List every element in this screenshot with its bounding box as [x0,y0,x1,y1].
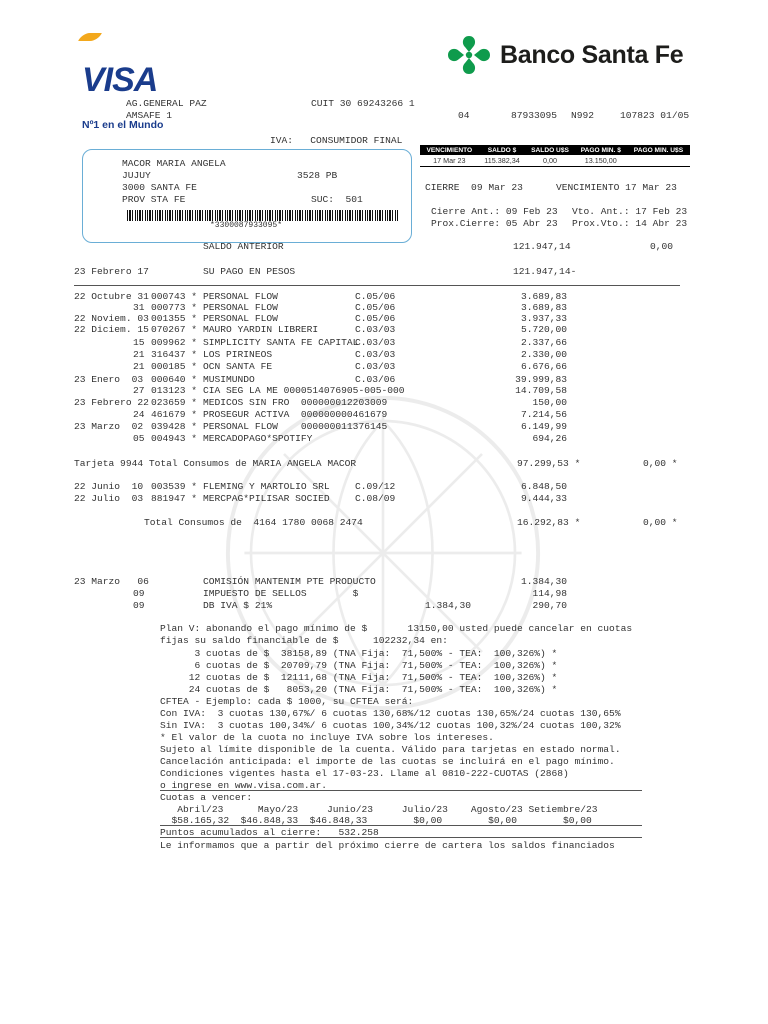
tx-desc: PERSONAL FLOW [203,302,278,313]
code3: N992 [571,110,595,121]
vencimiento: VENCIMIENTO 17 Mar 23 [556,182,677,193]
tx-date: 21 [133,361,145,372]
prox-cierre: Prox.Cierre: 05 Abr 23 [431,218,558,229]
plan-line: Con IVA: 3 cuotas 130,67%/ 6 cuotas 130,68%/12 cuotas 130,65%/24 cuotas 130,65% [160,708,621,719]
tx-ref: 000743 * [151,291,198,302]
charge-base: 1.384,30 [425,600,472,611]
bank-name: Banco Santa Fe [500,40,684,69]
pago-date: 23 Febrero 17 [74,266,149,277]
summary-header-row [420,145,690,155]
tx-desc: MUSIMUNDO [203,374,255,385]
plan-line: Plan V: abonando el pago mínimo de $ 13150,00 usted puede cancelar en cuotas [160,623,633,634]
tx-ref: 004943 * [151,433,198,444]
cuotas-months: Abril/23 Mayo/23 Junio/23 Julio/23 Agosto/23 Setiembre/23 [160,804,598,815]
tx-date: 22 Octubre 31 [74,291,149,302]
tx-cuota: C.05/06 [355,302,396,313]
tx-ref: 013123 * [151,385,198,396]
divider [74,285,680,286]
summary-cell: 17 Mar 23 [420,155,479,167]
province: PROV STA FE [122,194,186,205]
plan-line: Sin IVA: 3 cuotas 100,34%/ 6 cuotas 100,34%/12 cuotas 100,32%/24 cuotas 100,32% [160,720,621,731]
tx-ref: 461679 * [151,409,198,420]
plan-line: 6 cuotas de $ 20709,79 (TNA Fija: 71,500% - TEA: 100,326%) * [160,660,558,671]
tx-desc: PROSEGUR ACTIVA 000000000461679 [203,409,388,420]
saldo-label: SALDO ANTERIOR [203,241,284,252]
plan-line: Sujeto al límite disponible de la cuenta. Válido para tarjetas en estado normal. [160,744,621,755]
summary-cell: 115.382,34 [479,155,526,167]
total2-usd: 0,00 * [643,517,678,528]
puntos: Puntos acumulados al cierre: 532.258 [160,827,379,838]
tx-cuota: C.03/03 [355,337,396,348]
saldo-usd: 0,00 [650,241,674,252]
tx-ref: 003539 * [151,481,198,492]
plan-line: Condiciones vigentes hasta el 17-03-23. Llame al 0810-222-CUOTAS (2868) [160,768,569,779]
summary-cell [627,155,690,167]
branch: AG.GENERAL PAZ [126,98,207,109]
tx-desc: LOS PIRINEOS [203,349,273,360]
charge-amount: 290,70 [532,600,567,611]
summary-header: PAGO MIN. U$S [627,145,690,155]
charge-amount: 1.384,30 [520,576,567,587]
divider [160,837,642,838]
charge-amount: 114,98 [532,588,567,599]
tx-date: 05 [133,433,145,444]
suc: SUC: 501 [311,194,363,205]
plan-line: * El valor de la cuota no incluye IVA sobre los intereses. [160,732,494,743]
tx-ref: 023659 * [151,397,198,408]
summary-table [420,145,690,167]
code4: 107823 01/05 [620,110,690,121]
tx-desc: SIMPLICITY SANTA FE CAPITAL [203,337,359,348]
tx-ref: 316437 * [151,349,198,360]
charge-desc: IMPUESTO DE SELLOS $ [203,588,359,599]
tx-amount: 3.689,83 [520,302,567,313]
tx-amount: 6.149,99 [520,421,567,432]
total1-label: Tarjeta 9944 Total Consumos de MARIA ANGELA MACOR [74,458,357,469]
tx-cuota: C.08/09 [355,493,396,504]
tx-amount: 3.689,83 [520,291,567,302]
divider [160,790,642,791]
tx-desc: PERSONAL FLOW [203,291,278,302]
tx-amount: 39.999,83 [515,374,567,385]
plan-line: o ingrese en www.visa.com.ar. [160,780,327,791]
tx-amount: 14.709,58 [515,385,567,396]
city: 3000 SANTA FE [122,182,197,193]
tx-desc: OCN SANTA FE [203,361,273,372]
tx-date: 22 Junio 10 [74,481,144,492]
tx-desc: PERSONAL FLOW [203,313,278,324]
visa-tagline: Nº1 en el Mundo [82,119,164,131]
summary-header: SALDO $ [479,145,526,155]
plan-line: Cancelación anticipada: el importe de las cuotas se incluirá en el pago mínimo. [160,756,615,767]
tx-cuota: C.05/06 [355,291,396,302]
tx-desc: MEDICOS SIN FRO 000000012203009 [203,397,388,408]
total1-pesos: 97.299,53 * [517,458,581,469]
tx-amount: 9.444,33 [520,493,567,504]
tx-amount: 6.848,50 [520,481,567,492]
tx-cuota: C.05/06 [355,313,396,324]
street: JUJUY [122,170,151,181]
tx-desc: FLEMING Y MARTOLIO SRL [203,481,330,492]
charge-date: 23 Marzo 06 [74,576,149,587]
iva-status: IVA: CONSUMIDOR FINAL [270,135,403,146]
pago-label: SU PAGO EN PESOS [203,266,296,277]
summary-cell: 13.150,00 [575,155,627,167]
code2: 87933095 [511,110,558,121]
pago-amount: 121.947,14- [513,266,577,277]
summary-cell: 0,00 [525,155,574,167]
tx-cuota: C.03/03 [355,361,396,372]
summary-header: VENCIMIENTO [420,145,479,155]
barcode-text: *3300087933095* [210,221,283,230]
tx-cuota: C.03/03 [355,349,396,360]
total1-usd: 0,00 * [643,458,678,469]
tx-amount: 6.676,66 [520,361,567,372]
tx-date: 23 Marzo 02 [74,421,144,432]
bank-logo [446,34,683,76]
cuit: CUIT 30 69243266 1 [311,98,415,109]
tx-amount: 5.720,00 [520,324,567,335]
tx-desc: MERCPAG*PILISAR SOCIED [203,493,330,504]
cuotas-label: Cuotas a vencer: [160,792,253,803]
tx-cuota: C.03/03 [355,324,396,335]
prox-vto: Prox.Vto.: 14 Abr 23 [572,218,688,229]
tx-date: 22 Diciem. 15 [74,324,149,335]
summary-header: SALDO U$S [525,145,574,155]
cierre-ant: Cierre Ant.: 09 Feb 23 [431,206,558,217]
tx-ref: 001355 * [151,313,198,324]
tx-date: 23 Febrero 22 [74,397,149,408]
cierre: CIERRE 09 Mar 23 [425,182,523,193]
tx-ref: 009962 * [151,337,198,348]
plan-line: 12 cuotas de $ 12111,68 (TNA Fija: 71,500% - TEA: 100,326%) * [160,672,558,683]
divider [160,825,642,826]
tx-ref: 000640 * [151,374,198,385]
tx-date: 21 [133,349,145,360]
total2-pesos: 16.292,83 * [517,517,581,528]
tx-cuota: C.09/12 [355,481,396,492]
visa-logo [82,30,163,142]
tx-amount: 3.937,33 [520,313,567,324]
tx-date: 23 Enero 03 [74,374,144,385]
clover-icon [446,34,492,76]
tx-desc: MERCADOPAGO*SPOTIFY [203,433,313,444]
tx-date: 24 [133,409,145,420]
tx-date: 27 [133,385,145,396]
tx-ref: 039428 * [151,421,198,432]
tx-date: 15 [133,337,145,348]
barcode [127,210,399,221]
charge-desc: COMISIÓN MANTENIM PTE PRODUCTO [203,576,376,587]
charge-date: 09 [133,600,145,611]
cuotas-values: $58.165,32 $46.848,33 $46.848,33 $0,00 $0,00 $0,00 [160,815,592,826]
plan-line: fijas su saldo financiable de $ 102232,34 en: [160,635,448,646]
saldo-pesos: 121.947,14 [513,241,571,252]
tx-ref: 000185 * [151,361,198,372]
tx-desc: PERSONAL FLOW 000000011376145 [203,421,388,432]
plan-line: 3 cuotas de $ 38158,89 (TNA Fija: 71,500% - TEA: 100,326%) * [160,648,558,659]
charge-date: 09 [133,588,145,599]
visa-swoosh-icon [78,33,102,41]
group: AMSAFE 1 [126,110,173,121]
tx-cuota: C.03/06 [355,374,396,385]
tx-ref: 070267 * [151,324,198,335]
plan-line: CFTEA - Ejemplo: cada $ 1000, su CFTEA será: [160,696,414,707]
tx-date: 31 [133,302,145,313]
tx-date: 22 Noviem. 03 [74,313,149,324]
visa-brand: VISA [82,61,158,99]
tx-ref: 881947 * [151,493,198,504]
plan-line: 24 cuotas de $ 8053,20 (TNA Fija: 71,500% - TEA: 100,326%) * [160,684,558,695]
customer-name: MACOR MARIA ANGELA [122,158,226,169]
street-number: 3528 PB [297,170,338,181]
tx-date: 22 Julio 03 [74,493,144,504]
tx-desc: MAURO YARDIN LIBRERI [203,324,319,335]
tx-amount: 150,00 [532,397,567,408]
total2-label: Total Consumos de 4164 1780 0068 2474 [144,517,363,528]
code1: 04 [458,110,470,121]
footer-note: Le informamos que a partir del próximo cierre de cartera los saldos financiados [160,840,615,851]
tx-ref: 000773 * [151,302,198,313]
summary-row [420,155,690,167]
summary-header: PAGO MIN. $ [575,145,627,155]
vto-ant: Vto. Ant.: 17 Feb 23 [572,206,688,217]
charge-desc: DB IVA $ 21% [203,600,273,611]
tx-amount: 694,26 [532,433,567,444]
tx-amount: 7.214,56 [520,409,567,420]
tx-amount: 2.330,00 [520,349,567,360]
tx-amount: 2.337,66 [520,337,567,348]
tx-desc: CIA SEG LA ME 0000514076905-005-000 [203,385,405,396]
